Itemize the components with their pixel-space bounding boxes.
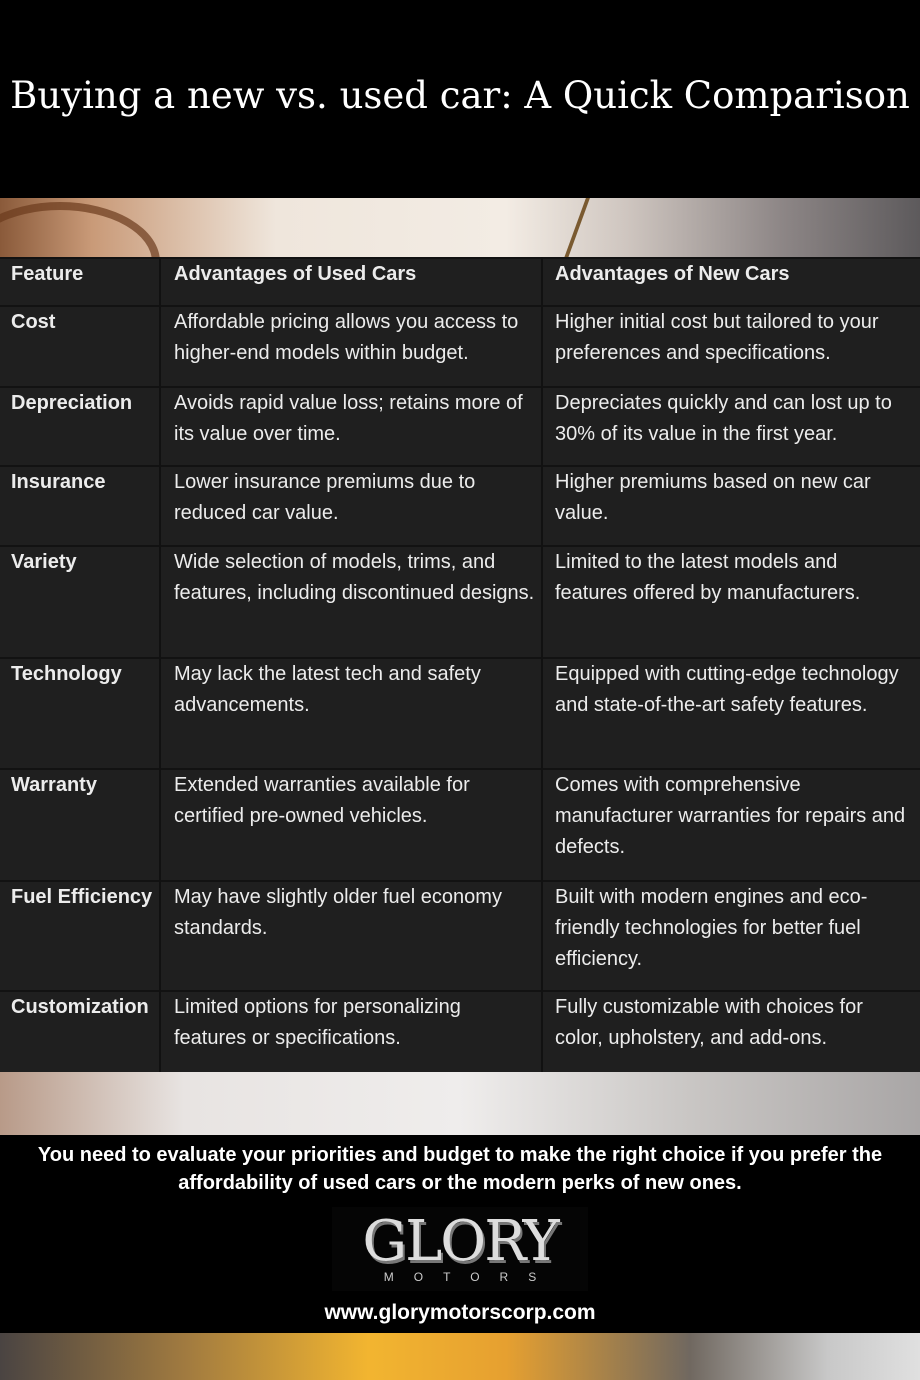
header-new: Advantages of New Cars [542,258,920,306]
new-cell: Equipped with cutting-edge technology and state-of-the-art safety features. [542,658,920,769]
title-banner [0,0,920,198]
feature-cell: Cost [0,306,160,387]
feature-cell: Variety [0,546,160,658]
feature-cell: Fuel Efficiency [0,881,160,991]
used-cell: Affordable pricing allows you access to higher-end models within budget. [160,306,542,387]
table-row [0,387,920,466]
new-cell: Depreciates quickly and can lost up to 30% of its value in the first year. [542,387,920,466]
used-cell: Lower insurance premiums due to reduced car value. [160,466,542,546]
new-cell: Limited to the latest models and features offered by manufacturers. [542,546,920,658]
new-cell: Built with modern engines and eco-friendly technologies for better fuel efficiency. [542,881,920,991]
used-cell: Wide selection of models, trims, and features, including discontinued designs. [160,546,542,658]
used-cell: May lack the latest tech and safety advancements. [160,658,542,769]
table-row [0,991,920,1073]
car-photo-bottom [0,1333,920,1380]
comparison-table [0,257,920,1073]
feature-cell: Warranty [0,769,160,881]
table-row [0,546,920,658]
feature-cell: Insurance [0,466,160,546]
feature-cell: Customization [0,991,160,1073]
header-used: Advantages of Used Cars [160,258,542,306]
used-cell: Extended warranties available for certified pre-owned vehicles. [160,769,542,881]
used-cell: Limited options for personalizing features or specifications. [160,991,542,1073]
new-cell: Higher premiums based on new car value. [542,466,920,546]
table-row [0,769,920,881]
table-header-row [0,258,920,306]
glory-motors-logo [332,1207,588,1291]
car-photo-middle [0,1072,920,1135]
used-cell: Avoids rapid value loss; retains more of its value over time. [160,387,542,466]
closing-message: You need to evaluate your priorities and budget to make the right choice if you prefer the affordability of used cars or the modern perks of new ones. [37,1144,883,1194]
logo-main-text: GLORY [362,1209,558,1274]
table-row [0,466,920,546]
header-feature: Feature [0,258,160,306]
table-row [0,881,920,991]
website-link[interactable]: www.glorymotorscorp.com [324,1301,596,1324]
new-cell: Comes with comprehensive manufacturer warranties for repairs and defects. [542,769,920,881]
new-cell: Fully customizable with choices for color, upholstery, and add-ons. [542,991,920,1073]
used-cell: May have slightly older fuel economy standards. [160,881,542,991]
page-title: Buying a new vs. used car: A Quick Comparison [10,73,910,117]
footer [0,1135,920,1333]
table-row [0,658,920,769]
logo-sub-text: MOTORS [383,1270,557,1284]
car-photo-top [0,198,920,258]
table-row [0,306,920,387]
feature-cell: Depreciation [0,387,160,466]
new-cell: Higher initial cost but tailored to your preferences and specifications. [542,306,920,387]
feature-cell: Technology [0,658,160,769]
